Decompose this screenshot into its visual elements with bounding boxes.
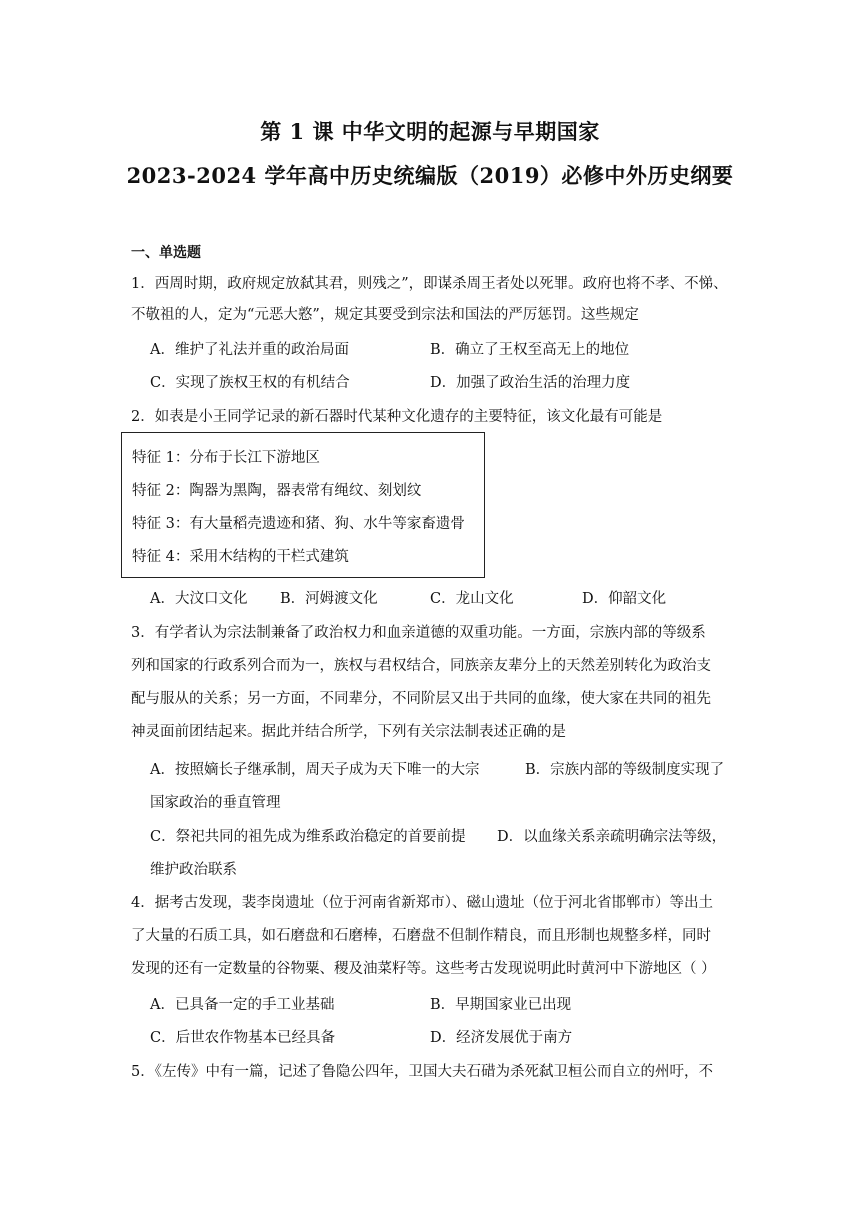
question-4-text-line1: 4．据考古发现，裴李岗遗址（位于河南省新郑市）、磁山遗址（位于河北省邯郸市）等出土 bbox=[131, 895, 713, 911]
question-1-option-d[interactable]: D．加强了政治生活的治理力度 bbox=[430, 375, 631, 391]
feature-row: 特征 1：分布于长江下游地区 bbox=[132, 450, 320, 466]
question-3-text-line2: 列和国家的行政系列合而为一，族权与君权结合，同族亲友辈分上的天然差别转化为政治支 bbox=[131, 658, 711, 674]
question-4-option-b[interactable]: B．早期国家业已出现 bbox=[430, 997, 572, 1013]
question-3-option-c[interactable]: C．祭祀共同的祖先成为维系政治稳定的首要前提 bbox=[150, 829, 466, 845]
question-2-option-b[interactable]: B．河姆渡文化 bbox=[280, 591, 378, 607]
question-1-text-line1: 1．西周时期，政府规定放弑其君，则残之”，即谋杀周王者处以死罪。政府也将不孝、不悌、 bbox=[131, 276, 728, 292]
question-4-text-line3: 发现的还有一定数量的谷物粟、稷及油菜籽等。这些考古发现说明此时黄河中下游地区（ ） bbox=[131, 961, 716, 977]
question-2-option-a[interactable]: A．大汶口文化 bbox=[150, 591, 248, 607]
question-3-text-line3: 配与服从的关系；另一方面，不同辈分，不同阶层又出于共同的血缘，使大家在共同的祖先 bbox=[131, 691, 711, 707]
page-title-line2: 2023-2024 学年高中历史统编版（2019）必修中外历史纲要 bbox=[126, 163, 734, 188]
question-4-option-d[interactable]: D．经济发展优于南方 bbox=[430, 1030, 573, 1046]
question-3-option-d-continued[interactable]: 维护政治联系 bbox=[150, 862, 237, 878]
page-title-line1: 第 1 课 中华文明的起源与早期国家 bbox=[260, 119, 600, 144]
question-5-text-line1: 5．《左传》中有一篇，记述了鲁隐公四年，卫国大夫石碏为杀死弑卫桓公而自立的州吁，不 bbox=[131, 1064, 713, 1080]
question-3-option-a[interactable]: A．按照嫡长子继承制，周天子成为天下唯一的大宗 bbox=[150, 762, 480, 778]
question-1-option-a[interactable]: A．维护了礼法并重的政治局面 bbox=[150, 342, 349, 358]
question-2-option-c[interactable]: C．龙山文化 bbox=[430, 591, 514, 607]
feature-row: 特征 2：陶器为黑陶，器表常有绳纹、刻划纹 bbox=[132, 483, 422, 499]
question-2-option-d[interactable]: D．仰韶文化 bbox=[582, 591, 667, 607]
question-4-option-c[interactable]: C．后世农作物基本已经具备 bbox=[150, 1030, 336, 1046]
question-1-option-b[interactable]: B．确立了王权至高无上的地位 bbox=[430, 342, 630, 358]
question-4-option-a[interactable]: A．已具备一定的手工业基础 bbox=[150, 997, 335, 1013]
feature-row: 特征 3：有大量稻壳遗迹和猪、狗、水牛等家畜遗骨 bbox=[132, 516, 465, 532]
question-3-option-b[interactable]: B．宗族内部的等级制度实现了 bbox=[525, 762, 725, 778]
section-heading: 一、单选题 bbox=[131, 245, 201, 261]
question-3-option-b-continued[interactable]: 国家政治的垂直管理 bbox=[150, 795, 281, 811]
question-3-text-line4: 神灵面前团结起来。据此并结合所学，下列有关宗法制表述正确的是 bbox=[131, 724, 566, 740]
question-2-text-line1: 2．如表是小王同学记录的新石器时代某种文化遗存的主要特征，该文化最有可能是 bbox=[131, 409, 663, 425]
question-1-option-c[interactable]: C．实现了族权王权的有机结合 bbox=[150, 375, 350, 391]
question-1-text-line2: 不敬祖的人，定为“元恶大憝”，规定其要受到宗法和国法的严厉惩罚。这些规定 bbox=[131, 307, 639, 323]
question-3-option-d[interactable]: D．以血缘关系亲疏明确宗法等级， bbox=[497, 829, 727, 845]
question-4-text-line2: 了大量的石质工具，如石磨盘和石磨棒，石磨盘不但制作精良，而且形制也规整多样，同时 bbox=[131, 928, 711, 944]
feature-row: 特征 4：采用木结构的干栏式建筑 bbox=[132, 549, 349, 565]
question-3-text-line1: 3．有学者认为宗法制兼备了政治权力和血亲道德的双重功能。一方面，宗族内部的等级系 bbox=[131, 625, 706, 641]
feature-table bbox=[121, 432, 485, 578]
